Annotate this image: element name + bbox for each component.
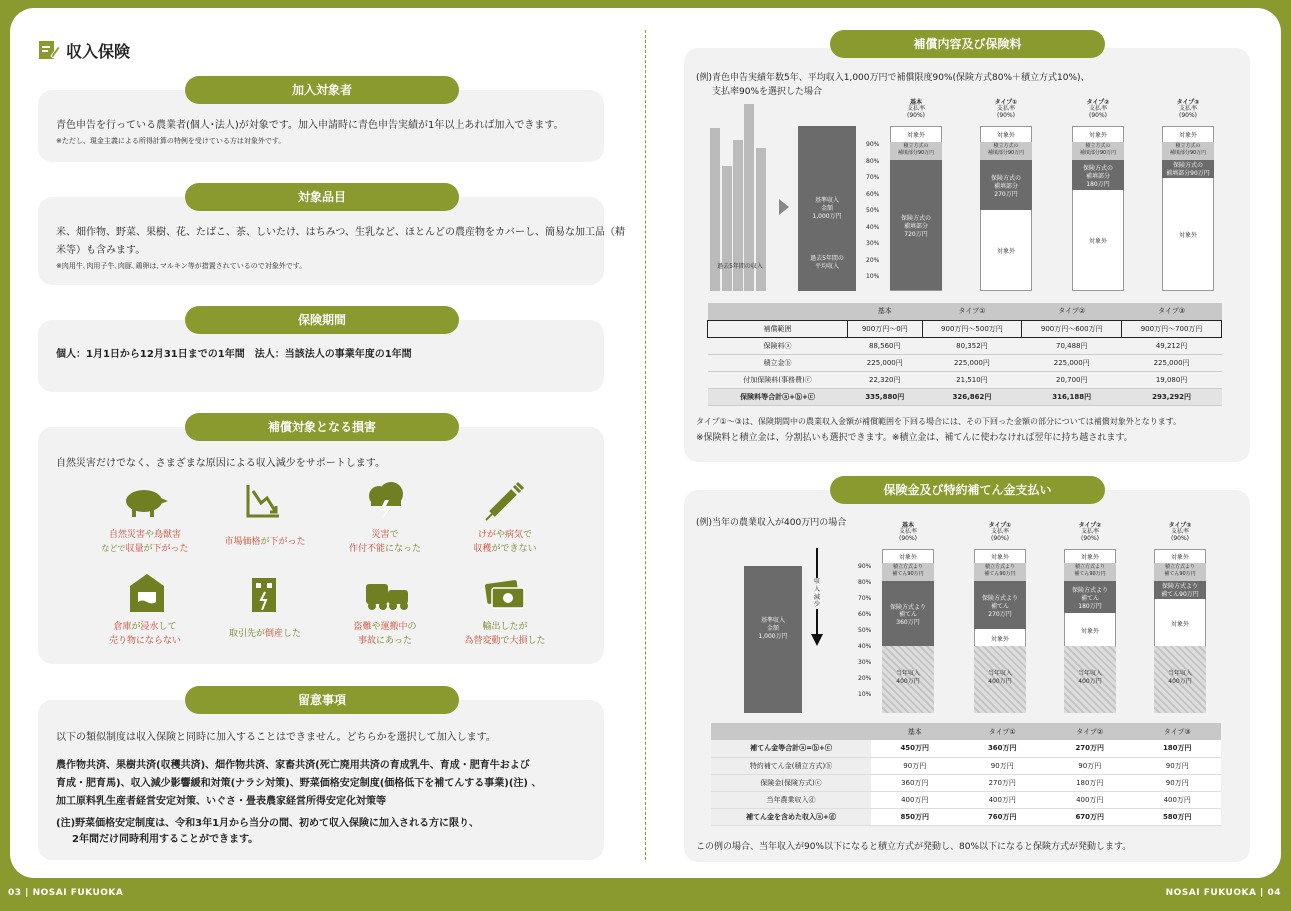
payout-table (711, 723, 1221, 826)
period-text: 個人：1月1日から12月31日までの1年間 法人：当該法人の事業年度の1年間 (56, 349, 412, 360)
table-header-cell: タイプ② (1046, 723, 1134, 740)
table-cell: 316,188円 (1022, 388, 1122, 405)
payout-col-hoken: 保険方式より 補てん 180万円 (1064, 581, 1116, 613)
table-row (711, 791, 1221, 808)
table-cell: 補てん金等合計ⓐ=ⓑ+ⓒ (711, 740, 871, 757)
payout-col-current: 当年収入 400万円 (1154, 646, 1206, 713)
coverage-percent-tick: 80% (866, 157, 880, 165)
coverage-example-2: 支払率90%を選択した場合 (712, 87, 823, 97)
table-cell: 90万円 (871, 757, 959, 774)
table-cell: 900万円～700万円 (1122, 320, 1222, 337)
coverage-col-tsumi: 積立方式の 補填部分90万円 (1162, 142, 1214, 160)
table-header-row (708, 303, 1222, 320)
payout-col-hoken: 保険方式より 補てん90万円 (1154, 581, 1206, 599)
table-cell: 20,700円 (1022, 371, 1122, 388)
payout-percent-tick: 60% (858, 611, 872, 618)
triangle-arrow-icon (778, 198, 790, 216)
coverage-col-below: 対象外 (996, 248, 1015, 255)
table-header-cell: タイプ② (1022, 303, 1122, 320)
table-cell: 補償範囲 (708, 320, 848, 337)
table-cell: 335,880円 (848, 388, 923, 405)
table-cell: 90万円 (959, 757, 1047, 774)
table-row (708, 371, 1222, 388)
damage-caption-6: 取引先が倒産した (228, 629, 302, 639)
coverage-col-name: タイプ① (994, 99, 1018, 106)
notes-text: 以下の類似制度は収入保険と同時に加入することはできません。どちらかを選択して加入します。 (56, 732, 496, 743)
payout-col-rate: 支払率 (90%) (1080, 528, 1100, 543)
table-cell: 70,488円 (1022, 337, 1122, 354)
table-cell: 293,292円 (1122, 388, 1222, 405)
table-header-cell (711, 723, 871, 740)
coverage-col-out: 対象外 (1088, 132, 1107, 139)
coverage-col-name: タイプ② (1086, 99, 1110, 106)
coverage-col-out: 対象外 (906, 132, 925, 139)
table-header-cell: 基本 (848, 303, 923, 320)
items-note: ※肉用牛､肉用子牛､肉豚､鶏卵は､マルキン等が措置されているので対象外です。 (56, 262, 307, 270)
section-notes-heading: 留意事項 (185, 686, 459, 714)
table-header-cell: タイプ① (922, 303, 1022, 320)
table-cell: 580万円 (1134, 808, 1222, 825)
table-cell: 付加保険料(事務費)ⓒ (708, 371, 848, 388)
payout-col-tsumi: 積立方式より 補てん90万円 (1064, 563, 1116, 581)
table-cell: 326,862円 (922, 388, 1022, 405)
boar-icon (122, 483, 170, 519)
notes-schemes-2: 育成・肥育馬)、収入減少影響緩和対策(ナラシ対策)、野菜価格安定制度(価格低下を補てんする事業)(注) 、 (56, 778, 542, 789)
payout-col-out: 対象外 (898, 554, 917, 561)
table-row (711, 757, 1221, 774)
table-cell: 400万円 (1046, 791, 1134, 808)
payout-col-tsumi: 積立方式より 補てん90万円 (974, 563, 1026, 581)
payout-col-name: タイプ① (988, 522, 1012, 529)
payout-col-mid: 対象外 (990, 635, 1009, 643)
damage-caption-8: 輸出したが 為替変動で大損した (464, 622, 546, 646)
payout-percent-tick: 80% (858, 579, 872, 586)
table-cell: 850万円 (871, 808, 959, 825)
coverage-col-rate: 支払率 (90%) (1178, 105, 1198, 120)
table-cell: 670万円 (1046, 808, 1134, 825)
coverage-percent-tick: 50% (866, 207, 880, 214)
storm-icon (365, 480, 405, 520)
table-cell: 400万円 (959, 791, 1047, 808)
coverage-col-tsumi: 積立方式の 補填部分90万円 (1072, 142, 1124, 160)
coverage-col-name: 基本 (909, 99, 922, 106)
syringe-icon (484, 480, 526, 522)
payout-col-out: 対象外 (1080, 554, 1099, 561)
coverage-col-below: 対象外 (1178, 232, 1197, 239)
table-cell: 80,352円 (922, 337, 1022, 354)
table-cell: 270万円 (1046, 740, 1134, 757)
table-cell: 225,000円 (1022, 354, 1122, 371)
table-cell: 900万円～500万円 (922, 320, 1022, 337)
premium-table (707, 303, 1222, 406)
section-items-heading: 対象品目 (185, 183, 459, 211)
payout-percent-tick: 30% (858, 659, 872, 666)
past-income-label: 過去5年間の収入 (717, 263, 763, 270)
page-divider (645, 30, 646, 860)
payout-col-tsumi: 積立方式より 補てん90万円 (882, 563, 934, 581)
payout-note: この例の場合、当年収入が90%以下になると積立方式が発動し、80%以下になると保険方式が発動します。 (696, 842, 1132, 852)
table-cell: 450万円 (871, 740, 959, 757)
damage-caption-1: 自然災害や鳥獣害 などで収量が下がった (101, 530, 189, 554)
coverage-percent-tick: 70% (866, 174, 880, 181)
table-header-cell: タイプ① (959, 723, 1047, 740)
table-cell: 225,000円 (1122, 354, 1222, 371)
accident-icon (364, 578, 410, 612)
table-row (708, 354, 1222, 371)
table-row (711, 808, 1221, 825)
payout-col-tsumi: 積立方式より 補てん90万円 (1154, 563, 1206, 581)
section-damage-heading: 補償対象となる損害 (185, 413, 459, 441)
table-header-cell: タイプ③ (1134, 723, 1222, 740)
table-cell: 360万円 (871, 774, 959, 791)
table-cell: 225,000円 (922, 354, 1022, 371)
section-payout-heading: 保険金及び特約補てん金支払い (830, 476, 1105, 504)
table-header-cell: 基本 (871, 723, 959, 740)
payout-col-mid: 対象外 (1080, 627, 1099, 635)
table-cell: 180万円 (1046, 774, 1134, 791)
coverage-col-out: 対象外 (996, 132, 1015, 139)
footer (0, 878, 1291, 911)
table-cell: 88,560円 (848, 337, 923, 354)
payout-percent-tick: 20% (858, 675, 872, 682)
table-cell: 400万円 (871, 791, 959, 808)
coverage-note-2: ※保険料と積立金は、分割払いも選択できます。※積立金は、補てんに使わなければ翌年に持ち越されます。 (696, 433, 1133, 443)
section-eligibility-heading: 加入対象者 (185, 76, 459, 104)
price-down-icon (245, 483, 281, 519)
table-cell: 225,000円 (848, 354, 923, 371)
section-coverage-heading: 補償内容及び保険料 (830, 30, 1105, 58)
payout-col-hoken: 保険方式より 補てん 270万円 (974, 581, 1026, 629)
payout-percent-tick: 50% (858, 627, 872, 634)
table-cell: 保険料等合計ⓐ+ⓑ+ⓒ (708, 388, 848, 405)
coverage-col-out: 対象外 (1178, 132, 1197, 139)
table-header-cell (708, 303, 848, 320)
coverage-col-rate: 支払率 (90%) (906, 105, 926, 120)
damage-caption-4: けがや病気で 収穫ができない (473, 530, 537, 554)
notes-footnote-1: (注)野菜価格安定制度は、令和3年1月から当分の間、初めて収入保険に加入される方に限り、 (56, 818, 480, 829)
notes-schemes-3: 加工原料乳生産者経営安定対策、いぐさ・畳表農家経営所得安定化対策等 (56, 796, 386, 807)
table-cell: 49,212円 (1122, 337, 1222, 354)
footer-right: NOSAI FUKUOKA | 04 (1165, 888, 1281, 898)
table-row (708, 388, 1222, 405)
money-icon (484, 578, 526, 612)
standard-income-label: 基準収入 金額 1,000万円 (812, 197, 842, 220)
payout-col-current: 当年収入 400万円 (974, 646, 1026, 713)
coverage-percent-tick: 90% (866, 141, 880, 148)
past-income-bar-2 (722, 166, 732, 291)
coverage-col-hoken: 保険方式の 補填部分 270万円 (980, 160, 1032, 210)
payout-col-mid: 対象外 (1170, 620, 1189, 628)
damage-caption-2: 市場価格が下がった (224, 537, 306, 547)
coverage-col-tsumi: 積立方式の 補填部分90万円 (980, 142, 1032, 160)
payout-percent-tick: 70% (858, 595, 872, 602)
payout-col-out: 対象外 (990, 554, 1009, 561)
table-row (711, 774, 1221, 791)
table-cell: 21,510円 (922, 371, 1022, 388)
payout-col-rate: 支払率 (90%) (1170, 528, 1190, 543)
payout-percent-tick: 10% (858, 691, 872, 698)
coverage-col-rate: 支払率 (90%) (996, 105, 1016, 120)
table-row (708, 320, 1222, 337)
coverage-col-hoken: 保険方式の 補填部分90万円 (1162, 160, 1214, 178)
payout-percent-tick: 90% (858, 563, 872, 570)
average-income-label: 過去5年間の 平均収入 (810, 255, 844, 270)
coverage-percent-tick: 30% (866, 240, 880, 247)
table-row (711, 740, 1221, 757)
payout-col-rate: 支払率 (90%) (898, 528, 918, 543)
table-cell: 90万円 (1134, 757, 1222, 774)
table-cell: 900万円～0円 (848, 320, 923, 337)
eligibility-note: ※ただし、現金主義による所得計算の特例を受けている方は対象外です。 (56, 137, 286, 145)
section-period-heading: 保険期間 (185, 306, 459, 334)
coverage-example-1: (例)青色申告実績年数5年、平均収入1,000万円で補償限度90%(保険方式80%＋積立方式10%)、 (696, 73, 1090, 83)
coverage-col-tsumi: 積立方式の 補填部分90万円 (890, 142, 942, 160)
payout-col-current: 当年収入 400万円 (1064, 646, 1116, 713)
table-cell: 270万円 (959, 774, 1047, 791)
table-cell: 90万円 (1134, 774, 1222, 791)
table-header-row (711, 723, 1221, 740)
damage-caption-3: 災害で 作付不能になった (348, 530, 422, 554)
payout-col-out: 対象外 (1170, 554, 1189, 561)
payout-col-hoken: 保険方式より 補てん 360万円 (882, 581, 934, 646)
coverage-percent-tick: 10% (866, 273, 880, 280)
damage-caption-5: 倉庫が浸水して 売り物にならない (108, 622, 181, 646)
items-text-1: 米、畑作物、野菜、果樹、花、たばこ、茶、しいたけ、はちみつ、生乳など、ほとんどの農産物をカバーし、簡易な加工品（精 (56, 227, 625, 238)
table-cell: 保険料ⓐ (708, 337, 848, 354)
table-cell: 特約補てん金(積立方式)ⓑ (711, 757, 871, 774)
table-cell: 90万円 (1046, 757, 1134, 774)
coverage-percent-tick: 60% (866, 190, 880, 198)
coverage-col-hoken: 保険方式の 補填部分 180万円 (1072, 160, 1124, 190)
eligibility-text: 青色申告を行っている農業者(個人･法人)が対象です。加入申請時に青色申告実績が1年以上あれば加入できます。 (56, 120, 564, 131)
flooded-warehouse-icon (128, 572, 166, 614)
coverage-percent-tick: 40% (866, 223, 880, 231)
table-cell: 当年農業収入ⓓ (711, 791, 871, 808)
table-cell: 760万円 (959, 808, 1047, 825)
table-cell: 180万円 (1134, 740, 1222, 757)
payout-col-name: 基本 (901, 522, 914, 529)
table-cell: 保険金(保険方式)ⓒ (711, 774, 871, 791)
table-cell: 19,080円 (1122, 371, 1222, 388)
payout-col-name: タイプ② (1078, 522, 1102, 529)
memo-icon (38, 40, 60, 60)
payout-col-rate: 支払率 (90%) (990, 528, 1010, 543)
table-cell: 22,320円 (848, 371, 923, 388)
coverage-col-hoken: 保険方式の 補填部分 720万円 (890, 160, 942, 290)
coverage-note-1: タイプ①～③は、保険期間中の農業収入金額が補償範囲を下回る場合には、その下回った金額の部分については補償対象外となります。 (696, 417, 1182, 426)
bankrupt-building-icon (250, 576, 278, 614)
notes-footnote-2: 2年間だけ同時利用することができます。 (72, 834, 259, 845)
payout-example: (例)当年の農業収入が400万円の場合 (696, 518, 847, 528)
table-row (708, 337, 1222, 354)
table-cell: 補てん金を含めた収入ⓐ+ⓓ (711, 808, 871, 825)
items-text-2: 米等）も含みます。 (56, 245, 146, 256)
table-cell: 積立金ⓑ (708, 354, 848, 371)
payout-standard-label: 基準収入 金額 1,000万円 (758, 617, 788, 640)
coverage-col-name: タイプ③ (1176, 99, 1200, 106)
table-header-cell: タイプ③ (1122, 303, 1222, 320)
payout-col-current: 当年収入 400万円 (882, 646, 934, 713)
damage-caption-7: 盗難や運搬中の 事故にあった (353, 622, 417, 646)
footer-left: 03 | NOSAI FUKUOKA (8, 888, 124, 898)
table-cell: 900万円～600万円 (1022, 320, 1122, 337)
table-cell: 360万円 (959, 740, 1047, 757)
coverage-percent-tick: 20% (866, 256, 880, 264)
payout-col-name: タイプ③ (1168, 522, 1192, 529)
coverage-col-below: 対象外 (1088, 238, 1107, 245)
payout-percent-tick: 40% (858, 643, 872, 650)
income-decrease-label: 収入減少 (813, 578, 820, 609)
notes-schemes-1: 農作物共済、果樹共済(収穫共済)、畑作物共済、家畜共済(死亡廃用共済の育成乳牛、育成・肥育牛および (56, 760, 530, 771)
page-title: 収入保険 (66, 42, 131, 61)
coverage-col-rate: 支払率 (90%) (1088, 105, 1108, 120)
table-cell: 400万円 (1134, 791, 1222, 808)
damage-text: 自然災害だけでなく、さまざまな原因による収入減少をサポートします。 (56, 458, 385, 469)
